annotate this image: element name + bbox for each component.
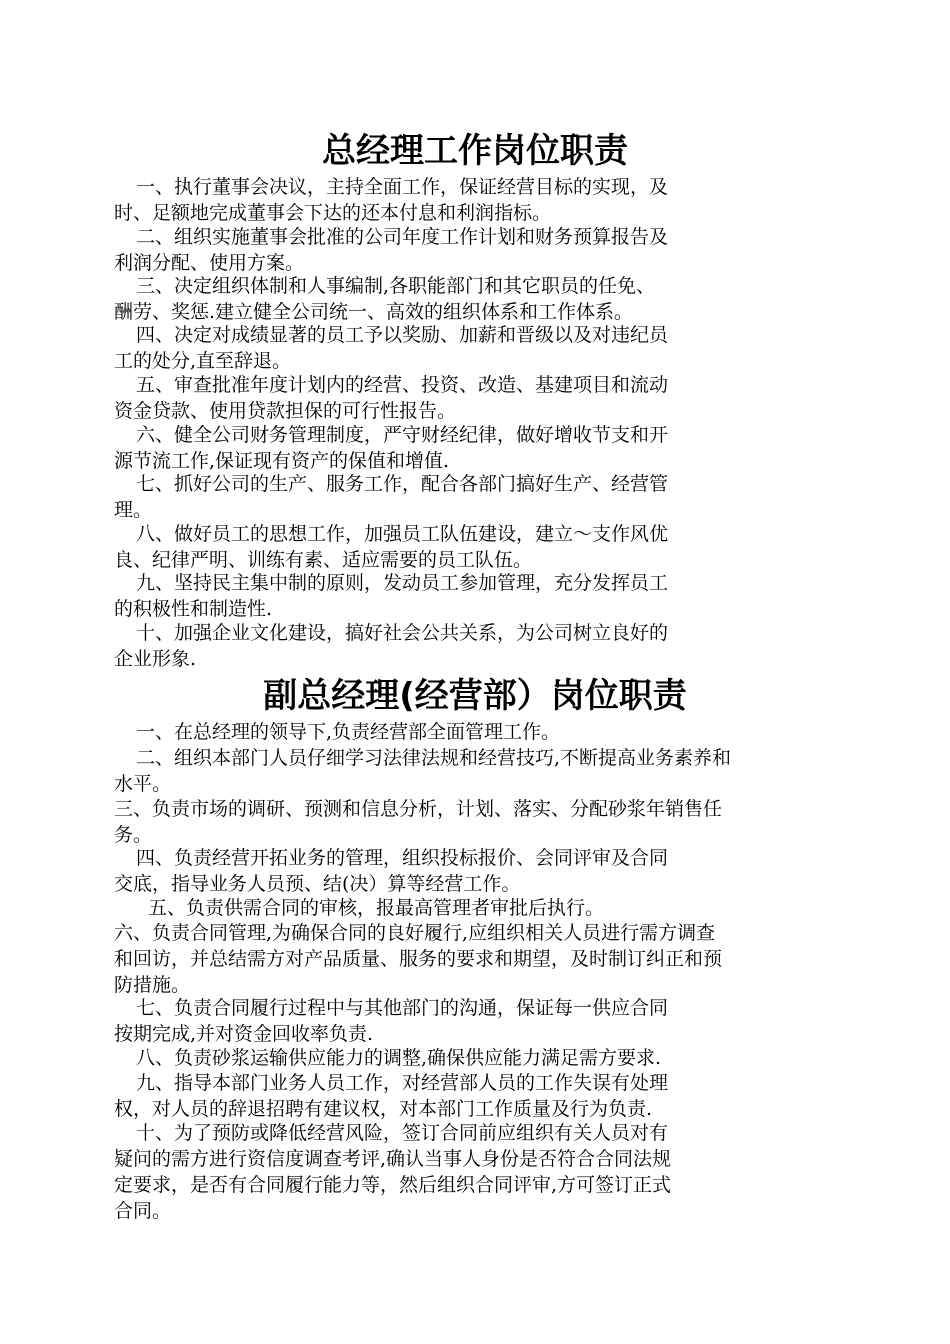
text-line: 七、抓好公司的生产、服务工作，配合各部门搞好生产、经营管 [136,473,669,495]
text-line: 五、审查批准年度计划内的经营、投资、改造、基建项目和流动 [136,374,669,396]
section-title: 总经理工作岗位职责 [322,131,628,171]
text-line: 三、负责市场的调研、预测和信息分析，计划、落实、分配砂浆年销售任 [114,798,723,820]
text-line: 工的处分,直至辞退。 [114,350,292,372]
text-line: 一、执行董事会决议，主持全面工作，保证经营目标的实现，及 [136,176,669,198]
text-line: 合同。 [114,1200,172,1222]
text-line: 八、负责砂浆运输供应能力的调整,确保供应能力满足需方要求. [136,1047,662,1069]
text-line: 一、在总经理的领导下,负责经营部全面管理工作。 [136,721,561,743]
section-general-manager [0,128,950,174]
text-line: 源节流工作,保证现有资产的保值和增值. [114,450,450,472]
text-line: 时、足额地完成董事会下达的还本付息和利润指标。 [114,202,552,224]
text-line: 水平。 [114,773,172,795]
text-line: 六、负责合同管理,为确保合同的良好履行,应组织相关人员进行需方调查 [114,922,716,944]
text-line: 二、组织本部门人员仔细学习法律法规和经营技巧,不断提高业务素养和 [136,747,732,769]
text-line: 二、组织实施董事会批准的公司年度工作计划和财务预算报告及 [136,226,669,248]
text-line: 定要求，是否有合同履行能力等，然后组织合同评审,方可签订正式 [114,1174,672,1196]
text-line: 交底，指导业务人员预、结(决）算等经营工作。 [114,873,521,895]
text-line: 三、决定组织体制和人事编制,各职能部门和其它职员的任免、 [136,275,656,297]
text-line: 六、健全公司财务管理制度，严守财经纪律，做好增收节支和开 [136,424,669,446]
text-line: 十、加强企业文化建设，搞好社会公共关系，为公司树立良好的 [136,622,669,644]
text-line: 酬劳、奖惩.建立健全公司统一、高效的组织体系和工作体系。 [114,301,634,323]
text-line: 十、为了预防或降低经营风险，签订合同前应组织有关人员对有 [136,1122,669,1144]
text-line: 防措施。 [114,974,191,996]
text-line: 企业形象. [114,648,197,670]
text-line: 四、决定对成绩显著的员工予以奖励、加薪和晋级以及对违纪员 [136,324,669,346]
text-line: 良、纪律严明、训练有素、适应需要的员工队伍。 [114,549,533,571]
text-line: 五、负责供需合同的审核，报最高管理者审批后执行。 [148,897,605,919]
text-line: 利润分配、使用方案。 [114,252,305,274]
text-line: 按期完成,并对资金回收率负责. [114,1023,374,1045]
section-title: 副总经理(经营部）岗位职责 [263,676,687,716]
text-line: 的积极性和制造性. [114,598,273,620]
text-line: 资金贷款、使用贷款担保的可行性报告。 [114,400,457,422]
text-line: 理。 [114,499,153,521]
text-line: 七、负责合同履行过程中与其他部门的沟通，保证每一供应合同 [136,997,669,1019]
text-line: 九、指导本部门业务人员工作，对经营部人员的工作失误有处理 [136,1072,669,1094]
text-line: 务。 [114,824,153,846]
text-line: 和回访，并总结需方对产品质量、服务的要求和期望，及时制订纠正和预 [114,948,723,970]
text-line: 四、负责经营开拓业务的管理，组织投标报价、会同评审及合同 [136,847,669,869]
section-deputy-general-manager [0,673,950,719]
text-line: 疑问的需方进行资信度调查考评,确认当事人身份是否符合合同法规 [114,1148,672,1170]
text-line: 权，对人员的辞退招聘有建议权，对本部门工作质量及行为负责. [114,1098,653,1120]
text-line: 八、做好员工的思想工作，加强员工队伍建设，建立～支作风优 [136,523,669,545]
text-line: 九、坚持民主集中制的原则，发动员工参加管理，充分发挥员工 [136,572,669,594]
